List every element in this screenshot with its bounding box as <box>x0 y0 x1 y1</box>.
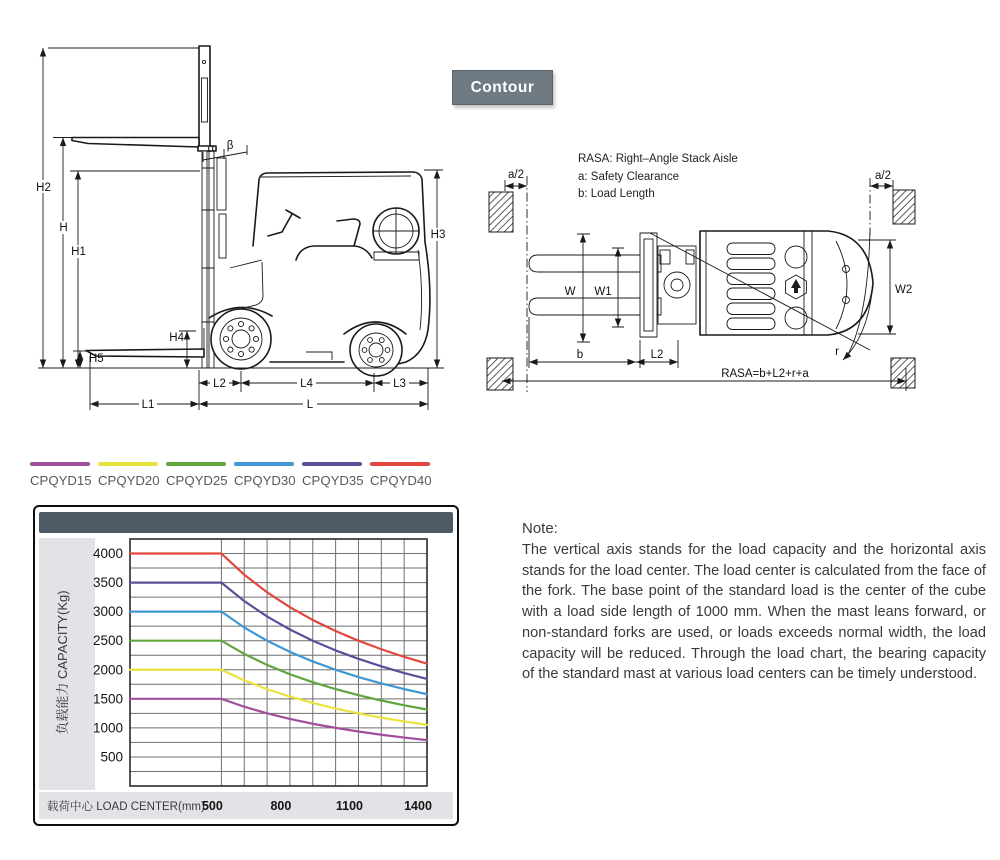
dim-label-w: W <box>564 286 576 298</box>
wall-hatch-bottom-left <box>487 358 513 390</box>
legend-item-cpqyd35 <box>302 462 370 488</box>
legend-item-cpqyd25 <box>166 462 234 488</box>
legend-label: CPQYD30 <box>234 472 296 488</box>
legend-color-line <box>98 462 158 466</box>
load-capacity-chart-svg <box>35 507 457 824</box>
legend-item-cpqyd30 <box>234 462 302 488</box>
wall-hatch-top-right <box>893 190 915 224</box>
dim-label-a2-right: a/2 <box>875 170 891 182</box>
legend-label: CPQYD40 <box>370 472 432 488</box>
legend <box>30 462 438 488</box>
dim-label-h4: H4 <box>169 332 184 344</box>
dim-label-b: b <box>576 349 584 361</box>
x-axis-label: 载荷中心 LOAD CENTER(mm) <box>47 801 205 813</box>
series-cpqyd15 <box>130 699 427 740</box>
legend-color-line <box>234 462 294 466</box>
x-tick-500: 500 <box>201 799 223 813</box>
legend-color-line <box>30 462 90 466</box>
legend-item-cpqyd20 <box>98 462 166 488</box>
dim-label-beta: β <box>226 140 234 152</box>
dim-label-l2: L2 <box>213 378 226 390</box>
dim-label-h5: H5 <box>89 353 104 365</box>
wall-hatch-top-left <box>489 192 513 232</box>
y-tick-4000: 4000 <box>92 546 123 562</box>
y-tick-500: 500 <box>100 749 123 765</box>
contour-badge-label: Contour <box>470 78 535 96</box>
dim-label-h2: H2 <box>36 182 51 194</box>
rasa-note-line3: b: Load Length <box>578 188 655 200</box>
dim-label-l2-top: L2 <box>650 349 664 361</box>
y-tick-1000: 1000 <box>92 720 123 736</box>
legend-color-line <box>166 462 226 466</box>
y-tick-3000: 3000 <box>92 604 123 620</box>
rasa-note-line1: RASA: Right–Angle Stack Aisle <box>578 153 738 165</box>
dim-label-l1: L1 <box>141 399 155 411</box>
dim-label-w2: W2 <box>895 284 913 296</box>
x-tick-800: 800 <box>270 799 292 813</box>
x-tick-1100: 1100 <box>335 799 364 813</box>
legend-label: CPQYD15 <box>30 472 92 488</box>
y-tick-2000: 2000 <box>92 662 123 678</box>
dim-label-r: r <box>835 346 839 358</box>
rasa-note-line2: a: Safety Clearance <box>578 171 680 183</box>
legend-color-line <box>302 462 362 466</box>
dim-label-l4: L4 <box>300 378 313 390</box>
dim-label-h: H <box>59 222 68 234</box>
load-capacity-chart <box>33 505 459 826</box>
note-body: The vertical axis stands for the load capacity and the horizontal axis stands for the load center. The load center is calculated from the face of the fork. The base point of the standard load is the center of the cube with a load side length of 1000 mm. When the mast leans forward, or non-standard forks are used, or loads exceeds normal width, the load capacity will be reduced. Through the load chart, the bearing capacity of the standard mast at various load centers can be timely understood. <box>522 542 986 683</box>
legend-color-line <box>370 462 430 466</box>
y-axis-label: 负载能力 CAPACITY(Kg) <box>55 590 70 735</box>
legend-item-cpqyd15 <box>30 462 98 488</box>
dim-label-a2-left: a/2 <box>508 169 524 181</box>
legend-item-cpqyd40 <box>370 462 438 488</box>
dim-label-h3: H3 <box>430 229 446 241</box>
top-view-drawing <box>487 153 915 392</box>
dim-label-l3: L3 <box>393 378 406 390</box>
side-view-drawing <box>34 46 448 411</box>
x-tick-1400: 1400 <box>404 799 432 813</box>
y-tick-3500: 3500 <box>92 575 123 591</box>
dim-label-alpha: α <box>207 143 215 155</box>
legend-label: CPQYD20 <box>98 472 160 488</box>
dim-label-w1: W1 <box>594 286 612 298</box>
legend-label: CPQYD35 <box>302 472 364 488</box>
note-title: Note: <box>522 520 558 537</box>
y-tick-1500: 1500 <box>92 691 123 707</box>
contour-badge <box>452 70 553 105</box>
rasa-formula: RASA=b+L2+r+a <box>721 368 809 380</box>
wall-hatch-bottom-right <box>891 358 915 388</box>
dim-label-h1: H1 <box>71 246 86 258</box>
legend-label: CPQYD25 <box>166 472 228 488</box>
plot-border <box>130 539 427 786</box>
y-tick-2500: 2500 <box>92 633 123 649</box>
note-block <box>522 520 986 685</box>
chart-title-bar <box>39 512 453 533</box>
dim-label-l: L <box>306 399 314 411</box>
